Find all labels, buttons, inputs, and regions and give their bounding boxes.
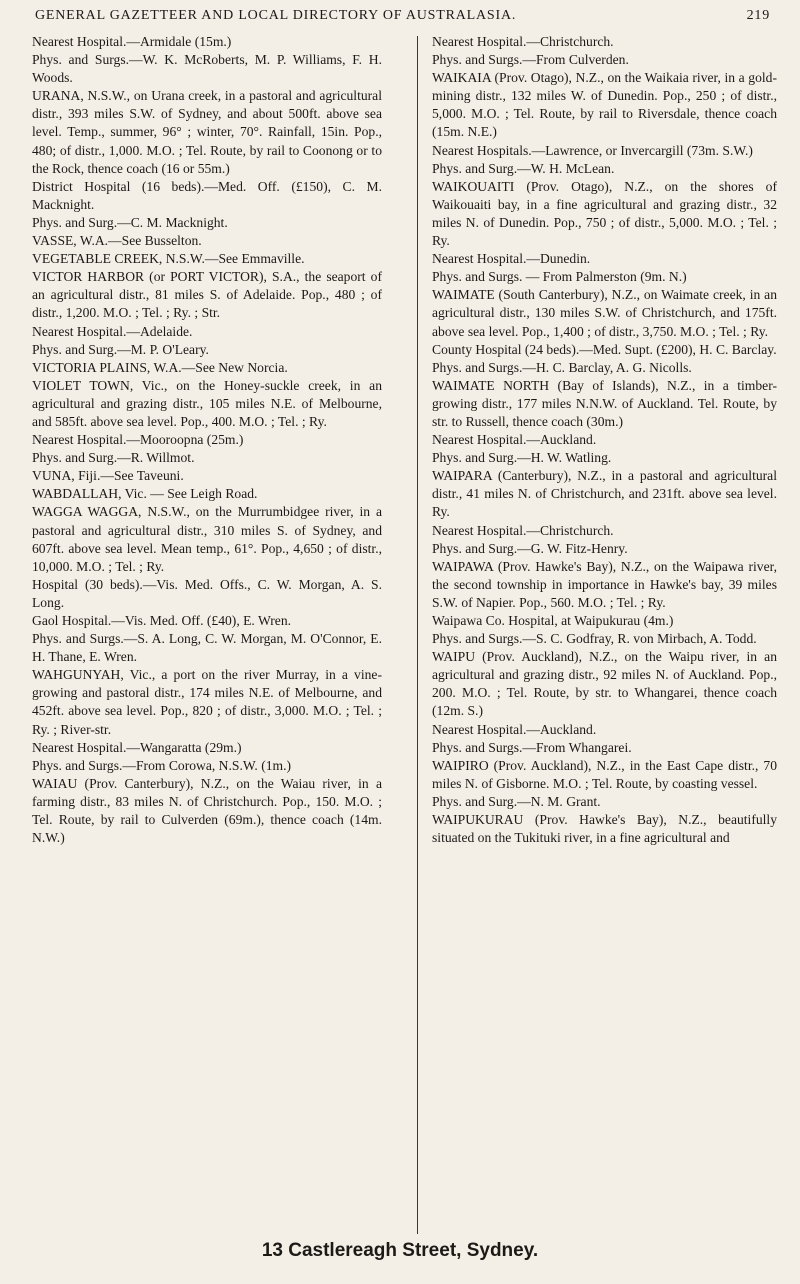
entry: VEGETABLE CREEK, N.S.W.—See Emmaville.: [32, 251, 305, 267]
page-number: 219: [746, 8, 770, 23]
left-column: [32, 33, 382, 847]
entry: VICTOR HARBOR (or PORT VICTOR), S.A., the seaport of an agricultural distr., 81 miles S. of Adelaide. Pop., 480 ; of distr., 1,200. M.O. ; Tel. ; Ry. ; Str.: [32, 269, 382, 321]
entry: Nearest Hospitals.—Lawrence, or Invercargill (73m. S.W.): [432, 142, 753, 158]
entry: VICTORIA PLAINS, W.A.—See New Norcia.: [32, 359, 288, 375]
entry: WAIMATE (South Canterbury), N.Z., on Waimate creek, in an agricultural distr., 130 miles S.W. of Christchurch, and 175ft. above sea level. Pop., 1,400 ; of distr., 3,750. M.O. ; Tel. ; Ry.: [432, 287, 777, 339]
entry: Phys. and Surg.—H. W. Watling.: [432, 450, 612, 466]
entry: WAIPAWA (Prov. Hawke's Bay), N.Z., on the Waipawa river, the second township in importance in Hawke's bay, 39 miles S.W. of Napier. Pop., 560. M.O. ; Tel. ; Ry.: [432, 558, 777, 610]
entry: URANA, N.S.W., on Urana creek, in a pastoral and agricultural distr., 393 miles S.W. of Sydney, and about 500ft. above sea level. Temp., summer, 96° ; winter, 70°. Rainfall, 15in. Pop., 480; of distr., 1,000. M.O. ; Tel. Route, by rail to Coonong or to the Rock, thence coach (16 or 55m.): [32, 88, 382, 176]
entry: WAIKAIA (Prov. Otago), N.Z., on the Waikaia river, in a gold-mining distr., 132 miles W. of Dunedin. Pop., 250 ; of distr., 5,000. M.O. ; Tel. Route, by rail to Riversdale, thence coach (15m. N.E.): [432, 70, 777, 140]
entry: WAGGA WAGGA, N.S.W., on the Murrumbidgee river, in a pastoral and agricultural distr., 310 miles S. of Sydney, and 607ft. above sea level. Mean temp., 61°. Pop., 4,650 ; of distr., 10,000. M.O. ; Tel. ; Ry.: [32, 504, 382, 574]
entry: Phys. and Surg.—C. M. Macknight.: [32, 214, 228, 230]
entry: WAIKOUAITI (Prov. Otago), N.Z., on the shores of Waikouaiti bay, in a fine agricultural and grazing distr., 32 miles N. of Dunedin. Pop., 750 ; of distr., 5,000. M.O. ; Tel. ; Ry.: [432, 178, 777, 249]
entry: Phys. and Surg.—R. Willmot.: [32, 450, 195, 466]
entry: Phys. and Surgs. — From Palmerston (9m. N.): [432, 269, 687, 285]
entry: WAIPARA (Canterbury), N.Z., in a pastoral and agricultural distr., 41 miles N. of Christchurch, and 231ft. above sea level. Ry.: [432, 468, 777, 520]
entry: Phys. and Surg.—N. M. Grant.: [432, 793, 601, 809]
entry: Nearest Hospital.—Armidale (15m.): [32, 34, 232, 49]
running-header: [25, 4, 770, 34]
entry: Phys. and Surgs.—From Whangarei.: [432, 739, 632, 755]
entry: WAIMATE NORTH (Bay of Islands), N.Z., in a timber-growing distr., 177 miles N.N.W. of Auckland. Tel. Route, by str. to Russell, thence coach (30m.): [432, 377, 777, 429]
entry: WAIPIRO (Prov. Auckland), N.Z., in the East Cape distr., 70 miles N. of Gisborne. M.O. ; Tel. Route, by coasting vessel.: [432, 757, 777, 791]
entry: WAIAU (Prov. Canterbury), N.Z., on the Waiau river, in a farming distr., 83 miles N. of Christchurch. Pop., 150. M.O. ; Tel. Route, by rail to Culverden (69m.), thence coach (14m. N.W.): [32, 775, 382, 846]
entry: Nearest Hospital.—Auckland.: [432, 432, 597, 448]
entry: WABDALLAH, Vic. — See Leigh Road.: [32, 486, 258, 502]
entry: Nearest Hospital.—Auckland.: [432, 721, 597, 737]
entry: Phys. and Surg.—W. H. McLean.: [432, 160, 615, 176]
entry: WAIPU (Prov. Auckland), N.Z., on the Waipu river, in an agricultural and grazing distr., 92 miles N. of Auckland. Pop., 200. M.O. ; Tel. Route, by str. to Whangarei, thence coach (12m. S.): [432, 649, 777, 719]
entry: WAHGUNYAH, Vic., a port on the river Murray, in a vine-growing and pastoral distr., 174 miles N.E. of Melbourne, and 452ft. above sea level. Pop., 820 ; of distr., 3,000. M.O. ; Tel. ; Ry. ; River-str.: [32, 667, 382, 737]
entry: VASSE, W.A.—See Busselton.: [32, 233, 202, 249]
entry: Phys. and Surgs.—S. A. Long, C. W. Morgan, M. O'Connor, E. H. Thane, E. Wren.: [32, 631, 382, 665]
entry: Phys. and Surg.—G. W. Fitz-Henry.: [432, 540, 628, 556]
entry: Nearest Hospital.—Christchurch.: [432, 34, 614, 49]
entry: Phys. and Surgs.—From Culverden.: [432, 52, 629, 68]
entry: Phys. and Surgs.—H. C. Barclay, A. G. Nicolls.: [432, 359, 692, 375]
column-divider: [417, 36, 418, 1234]
entry: Phys. and Surg.—M. P. O'Leary.: [32, 341, 209, 357]
entry: Nearest Hospital.—Adelaide.: [32, 323, 193, 339]
entry: District Hospital (16 beds).—Med. Off. (£150), C. M. Macknight.: [32, 178, 382, 212]
entry: Hospital (30 beds).—Vis. Med. Offs., C. W. Morgan, A. S. Long.: [32, 576, 382, 610]
running-title: GENERAL GAZETTEER AND LOCAL DIRECTORY OF AUSTRALASIA.: [35, 8, 517, 23]
entry: County Hospital (24 beds).—Med. Supt. (£200), H. C. Barclay.: [432, 341, 777, 357]
entry: VIOLET TOWN, Vic., on the Honey-suckle creek, in an agricultural and grazing distr., 105 miles N.E. of Melbourne, and 585ft. above sea level. Pop., 400. M.O. ; Tel. ; Ry.: [32, 377, 382, 429]
entry: VUNA, Fiji.—See Taveuni.: [32, 468, 184, 484]
entry: WAIPUKURAU (Prov. Hawke's Bay), N.Z., beautifully situated on the Tukituki river, in a fine agricultural and: [432, 812, 777, 846]
right-column: [432, 33, 777, 847]
entry: Nearest Hospital.—Christchurch.: [432, 522, 614, 538]
entry: Nearest Hospital.—Mooroopna (25m.): [32, 432, 244, 448]
entry: Nearest Hospital.—Dunedin.: [432, 251, 591, 267]
entry: Waipawa Co. Hospital, at Waipukurau (4m.): [432, 613, 674, 628]
page-footer: 13 Castlereagh Street, Sydney.: [261, 1240, 539, 1261]
entry: Phys. and Surgs.—W. K. McRoberts, M. P. Williams, F. H. Woods.: [32, 52, 382, 86]
entry: Gaol Hospital.—Vis. Med. Off. (£40), E. Wren.: [32, 613, 292, 628]
entry: Phys. and Surgs.—S. C. Godfray, R. von Mirbach, A. Todd.: [432, 631, 757, 647]
entry: Phys. and Surgs.—From Corowa, N.S.W. (1m.): [32, 757, 292, 773]
entry: Nearest Hospital.—Wangaratta (29m.): [32, 739, 242, 755]
